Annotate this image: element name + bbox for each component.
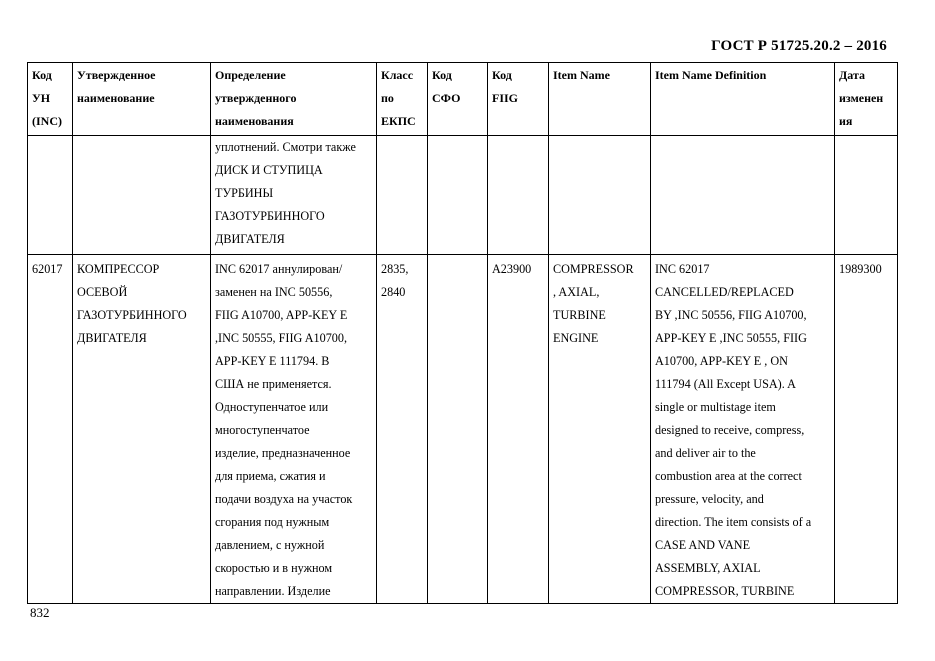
col-header-item-name-definition: Item Name Definition <box>651 63 835 136</box>
cell-inc: 62017 <box>28 255 73 604</box>
cell-class: 2835, 2840 <box>377 255 428 604</box>
cell-sfo <box>428 136 488 255</box>
table-row-62017 <box>28 255 898 604</box>
standard-designation: ГОСТ Р 51725.20.2 – 2016 <box>711 38 887 54</box>
cell-item-name: COMPRESSOR , AXIAL, TURBINE ENGINE <box>549 255 651 604</box>
cell-item-name <box>549 136 651 255</box>
cell-definition: INC 62017 аннулирован/ заменен на INC 50556, FIIG A10700, APP-KEY E ,INC 50555, FIIG A10700, APP-KEY E 111794. В США не применяется. Одноступенчатое или многоступенчатое изделие, предназначенное для приема, сжатия и подачи воздуха на участок сгорания под нужным давлением, с нужной скоростью и в нужном направлении. Изделие <box>211 255 377 604</box>
table-row-continuation <box>28 136 898 255</box>
cell-inc <box>28 136 73 255</box>
cell-approved-name: КОМПРЕССОР ОСЕВОЙ ГАЗОТУРБИННОГО ДВИГАТЕЛЯ <box>73 255 211 604</box>
cell-fiig: A23900 <box>488 255 549 604</box>
cell-class <box>377 136 428 255</box>
col-header-sfo: Код СФО <box>428 63 488 136</box>
col-header-class: Класс по ЕКПС <box>377 63 428 136</box>
cell-change-date <box>835 136 898 255</box>
col-header-item-name: Item Name <box>549 63 651 136</box>
cell-sfo <box>428 255 488 604</box>
col-header-inc: Код УН (INC) <box>28 63 73 136</box>
cell-change-date: 1989300 <box>835 255 898 604</box>
col-header-definition: Определение утвержденного наименования <box>211 63 377 136</box>
page-number: 832 <box>30 605 50 620</box>
header-row <box>28 63 898 136</box>
nomenclature-table <box>27 62 898 604</box>
cell-item-name-definition <box>651 136 835 255</box>
cell-definition: уплотнений. Смотри также ДИСК И СТУПИЦА ТУРБИНЫ ГАЗОТУРБИННОГО ДВИГАТЕЛЯ <box>211 136 377 255</box>
cell-item-name-definition: INC 62017 CANCELLED/REPLACED BY ,INC 50556, FIIG A10700, APP-KEY E ,INC 50555, FIIG A10700, APP-KEY E , ON 111794 (All Except USA). A single or multistage item designed to receive, compress, and deliver air to the combustion area at the correct pressure, velocity, and direction. The item consists of a CASE AND VANE ASSEMBLY, AXIAL COMPRESSOR, TURBINE <box>651 255 835 604</box>
col-header-approved-name: Утвержденное наименование <box>73 63 211 136</box>
col-header-change-date: Дата изменен ия <box>835 63 898 136</box>
cell-approved-name <box>73 136 211 255</box>
col-header-fiig: Код FIIG <box>488 63 549 136</box>
cell-fiig <box>488 136 549 255</box>
